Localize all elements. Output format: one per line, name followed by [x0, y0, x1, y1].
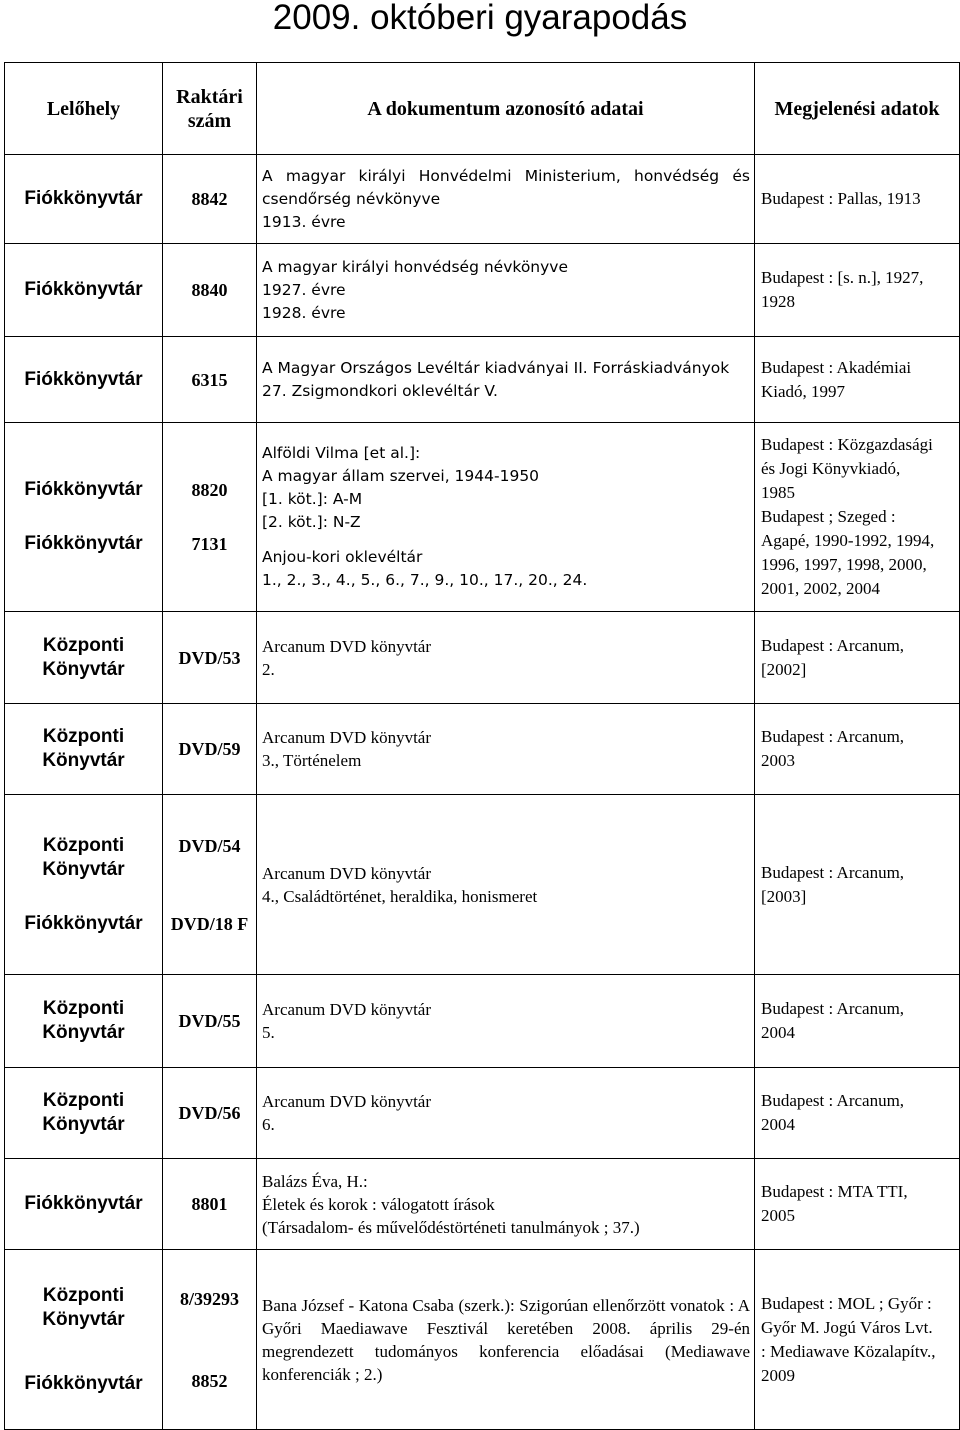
- table-row: [5, 1068, 960, 1159]
- publication-line: és Jogi Könyvkiadó,: [761, 459, 901, 478]
- document-cell: [257, 612, 755, 704]
- call-number-cell: [163, 1250, 257, 1430]
- call-number-cell: DVD/55: [163, 975, 257, 1068]
- document-line: 1913. évre: [262, 212, 346, 231]
- publication-line: : Mediawave Közalapítv.,: [761, 1341, 936, 1361]
- table-row: [5, 337, 960, 423]
- table-row: [5, 155, 960, 244]
- publication-line: Budapest ; Szeged :: [761, 507, 896, 526]
- table-row: [5, 244, 960, 337]
- call-number-cell: 6315: [163, 337, 257, 423]
- publication-line: Budapest : Akadémiai: [761, 357, 912, 377]
- document-line: Balázs Éva, H.:: [262, 1171, 368, 1191]
- acquisitions-table: [4, 62, 960, 1430]
- location-cell: Fiókkönyvtár: [5, 155, 163, 244]
- location-cell: [5, 423, 163, 612]
- publication-line: Budapest : Közgazdasági: [761, 435, 933, 454]
- publication-line: 2005: [761, 1206, 795, 1225]
- publication-line: Budapest : Arcanum,: [761, 1091, 905, 1110]
- document-line: Arcanum DVD könyvtár: [262, 863, 432, 883]
- location-label: Könyvtár: [42, 858, 125, 880]
- document-line: (Társadalom- és művelődéstörténeti tanulmányok ; 37.): [262, 1217, 640, 1237]
- document-cell: [257, 795, 755, 975]
- location-cell: Fiókkönyvtár: [5, 244, 163, 337]
- document-line: A Magyar Országos Levéltár kiadványai II. Forráskiadványok: [262, 358, 730, 377]
- document-line: 3., Történelem: [262, 751, 362, 770]
- publication-line: Győr M. Jogú Város Lvt.: [761, 1317, 933, 1337]
- document-line: Arcanum DVD könyvtár: [262, 1000, 432, 1019]
- publication-line: 2004: [761, 1023, 795, 1042]
- document-line: 2.: [262, 659, 275, 679]
- publication-line: Budapest : MOL ; Győr :: [761, 1293, 932, 1313]
- location-cell: Fiókkönyvtár: [5, 337, 163, 423]
- table-row: [5, 975, 960, 1068]
- document-cell: [257, 337, 755, 423]
- table-row: [5, 612, 960, 704]
- location-label: Fiókkönyvtár: [24, 1372, 143, 1394]
- publication-line: 2001, 2002, 2004: [761, 579, 880, 598]
- document-line: A magyar királyi honvédség névkönyve: [262, 257, 569, 276]
- publication-line: 1996, 1997, 1998, 2000,: [761, 555, 927, 574]
- document-line: 4., Családtörténet, heraldika, honismeret: [262, 886, 538, 906]
- call-number-cell: [163, 423, 257, 612]
- call-number-cell: [163, 795, 257, 975]
- document-line: Anjou-kori oklevéltár: [262, 548, 423, 566]
- document-cell: [257, 1250, 755, 1430]
- publication-cell: [755, 1159, 960, 1250]
- table-row: [5, 795, 960, 975]
- publication-line: 2004: [761, 1115, 795, 1134]
- call-number-cell: DVD/59: [163, 704, 257, 795]
- header-row: [5, 63, 960, 155]
- publication-cell: [755, 423, 960, 612]
- location-cell: [5, 1250, 163, 1430]
- document-line: 1927. évre: [262, 280, 346, 299]
- publication-line: Budapest : Arcanum,: [761, 635, 905, 655]
- table-row: [5, 1159, 960, 1250]
- publication-line: [2002]: [761, 659, 807, 679]
- table-row: [5, 704, 960, 795]
- header-document: A dokumentum azonosító adatai: [257, 63, 755, 155]
- publication-cell: [755, 1250, 960, 1430]
- publication-line: [2003]: [761, 886, 807, 906]
- document-line: Alföldi Vilma [et al.]:: [262, 444, 421, 462]
- location-label: Fiókkönyvtár: [24, 912, 143, 934]
- location-label: Központi: [42, 998, 125, 1019]
- document-cell: [257, 244, 755, 337]
- location-label: Fiókkönyvtár: [24, 533, 143, 554]
- publication-line: Kiadó, 1997: [761, 381, 846, 401]
- location-cell: [5, 975, 163, 1068]
- call-number-cell: 8801: [163, 1159, 257, 1250]
- location-label: Központi: [42, 726, 125, 747]
- publication-line: Budapest : Arcanum,: [761, 999, 905, 1018]
- header-call-number: Raktári szám: [163, 63, 257, 155]
- header-location: Lelőhely: [5, 63, 163, 155]
- call-number-cell: 8840: [163, 244, 257, 337]
- call-number: 8852: [191, 1370, 228, 1391]
- location-label: Központi: [42, 1090, 125, 1111]
- publication-line: Budapest : Arcanum,: [761, 862, 905, 882]
- publication-line: Budapest : Pallas, 1913: [761, 189, 921, 208]
- document-line: 5.: [262, 1023, 275, 1042]
- table-row: [5, 1250, 960, 1430]
- call-number: 7131: [191, 534, 228, 554]
- document-line: Arcanum DVD könyvtár: [262, 636, 432, 656]
- document-line: Arcanum DVD könyvtár: [262, 1092, 432, 1111]
- document-cell: [257, 155, 755, 244]
- document-line: 27. Zsigmondkori oklevéltár V.: [262, 381, 498, 400]
- publication-cell: [755, 612, 960, 704]
- location-label: Könyvtár: [42, 1114, 125, 1135]
- document-line: [2. köt.]: N-Z: [262, 513, 361, 531]
- call-number: 8/39293: [179, 1288, 239, 1309]
- publication-cell: [755, 795, 960, 975]
- document-line: 1., 2., 3., 4., 5., 6., 7., 9., 10., 17., 20., 24.: [262, 571, 588, 589]
- location-label: Könyvtár: [42, 1308, 125, 1330]
- publication-line: 1928: [761, 292, 795, 311]
- document-line: 6.: [262, 1115, 275, 1134]
- call-number-cell: DVD/56: [163, 1068, 257, 1159]
- publication-cell: [755, 337, 960, 423]
- document-line: Életek és korok : válogatott írások: [262, 1194, 495, 1214]
- location-label: Központi: [42, 834, 125, 856]
- location-cell: [5, 704, 163, 795]
- publication-line: Budapest : MTA TTI,: [761, 1182, 908, 1201]
- location-label: Központi: [42, 1284, 125, 1306]
- call-number-cell: 8842: [163, 155, 257, 244]
- document-cell: [257, 704, 755, 795]
- location-label: Könyvtár: [42, 750, 125, 771]
- publication-line: Budapest : [s. n.], 1927,: [761, 268, 924, 287]
- location-cell: [5, 1068, 163, 1159]
- publication-cell: [755, 975, 960, 1068]
- location-label: Központi: [42, 634, 125, 656]
- call-number: DVD/18 F: [170, 913, 249, 934]
- document-line: Arcanum DVD könyvtár: [262, 728, 432, 747]
- header-publication: Megjelenési adatok: [755, 63, 960, 155]
- location-cell: [5, 795, 163, 975]
- publication-line: Budapest : Arcanum,: [761, 727, 905, 746]
- location-cell: [5, 612, 163, 704]
- publication-cell: [755, 1068, 960, 1159]
- location-label: Fiókkönyvtár: [24, 479, 143, 500]
- document-line: A magyar állam szervei, 1944-1950: [262, 467, 540, 485]
- location-cell: Fiókkönyvtár: [5, 1159, 163, 1250]
- publication-cell: [755, 155, 960, 244]
- publication-cell: [755, 704, 960, 795]
- document-line: 1928. évre: [262, 303, 346, 322]
- document-cell: [257, 1159, 755, 1250]
- publication-line: 2003: [761, 751, 795, 770]
- document-cell: [257, 1068, 755, 1159]
- call-number: 8820: [191, 480, 228, 500]
- document-cell: [257, 423, 755, 612]
- location-label: Könyvtár: [42, 658, 125, 680]
- document-line: [1. köt.]: A-M: [262, 490, 363, 508]
- document-line: A magyar királyi Honvédelmi Ministerium, honvédség és csendőrség névkönyve: [262, 166, 750, 208]
- location-label: Könyvtár: [42, 1022, 125, 1043]
- publication-line: 1985: [761, 483, 795, 502]
- document-line: Bana József - Katona Csaba (szerk.): Szigorúan ellenőrzött vonatok : A Győri Maediawave Fesztivál keretében 2008. április 29-én megrendezett tudományos konferencia előadásai (Mediawave konferenciák ; 2.): [262, 1295, 750, 1384]
- publication-line: Agapé, 1990-1992, 1994,: [761, 531, 935, 550]
- call-number-cell: DVD/53: [163, 612, 257, 704]
- call-number: DVD/54: [178, 835, 241, 856]
- page-title: 2009. októberi gyarapodás: [272, 0, 688, 37]
- document-cell: [257, 975, 755, 1068]
- table-row: [5, 423, 960, 612]
- publication-cell: [755, 244, 960, 337]
- publication-line: 2009: [761, 1365, 795, 1385]
